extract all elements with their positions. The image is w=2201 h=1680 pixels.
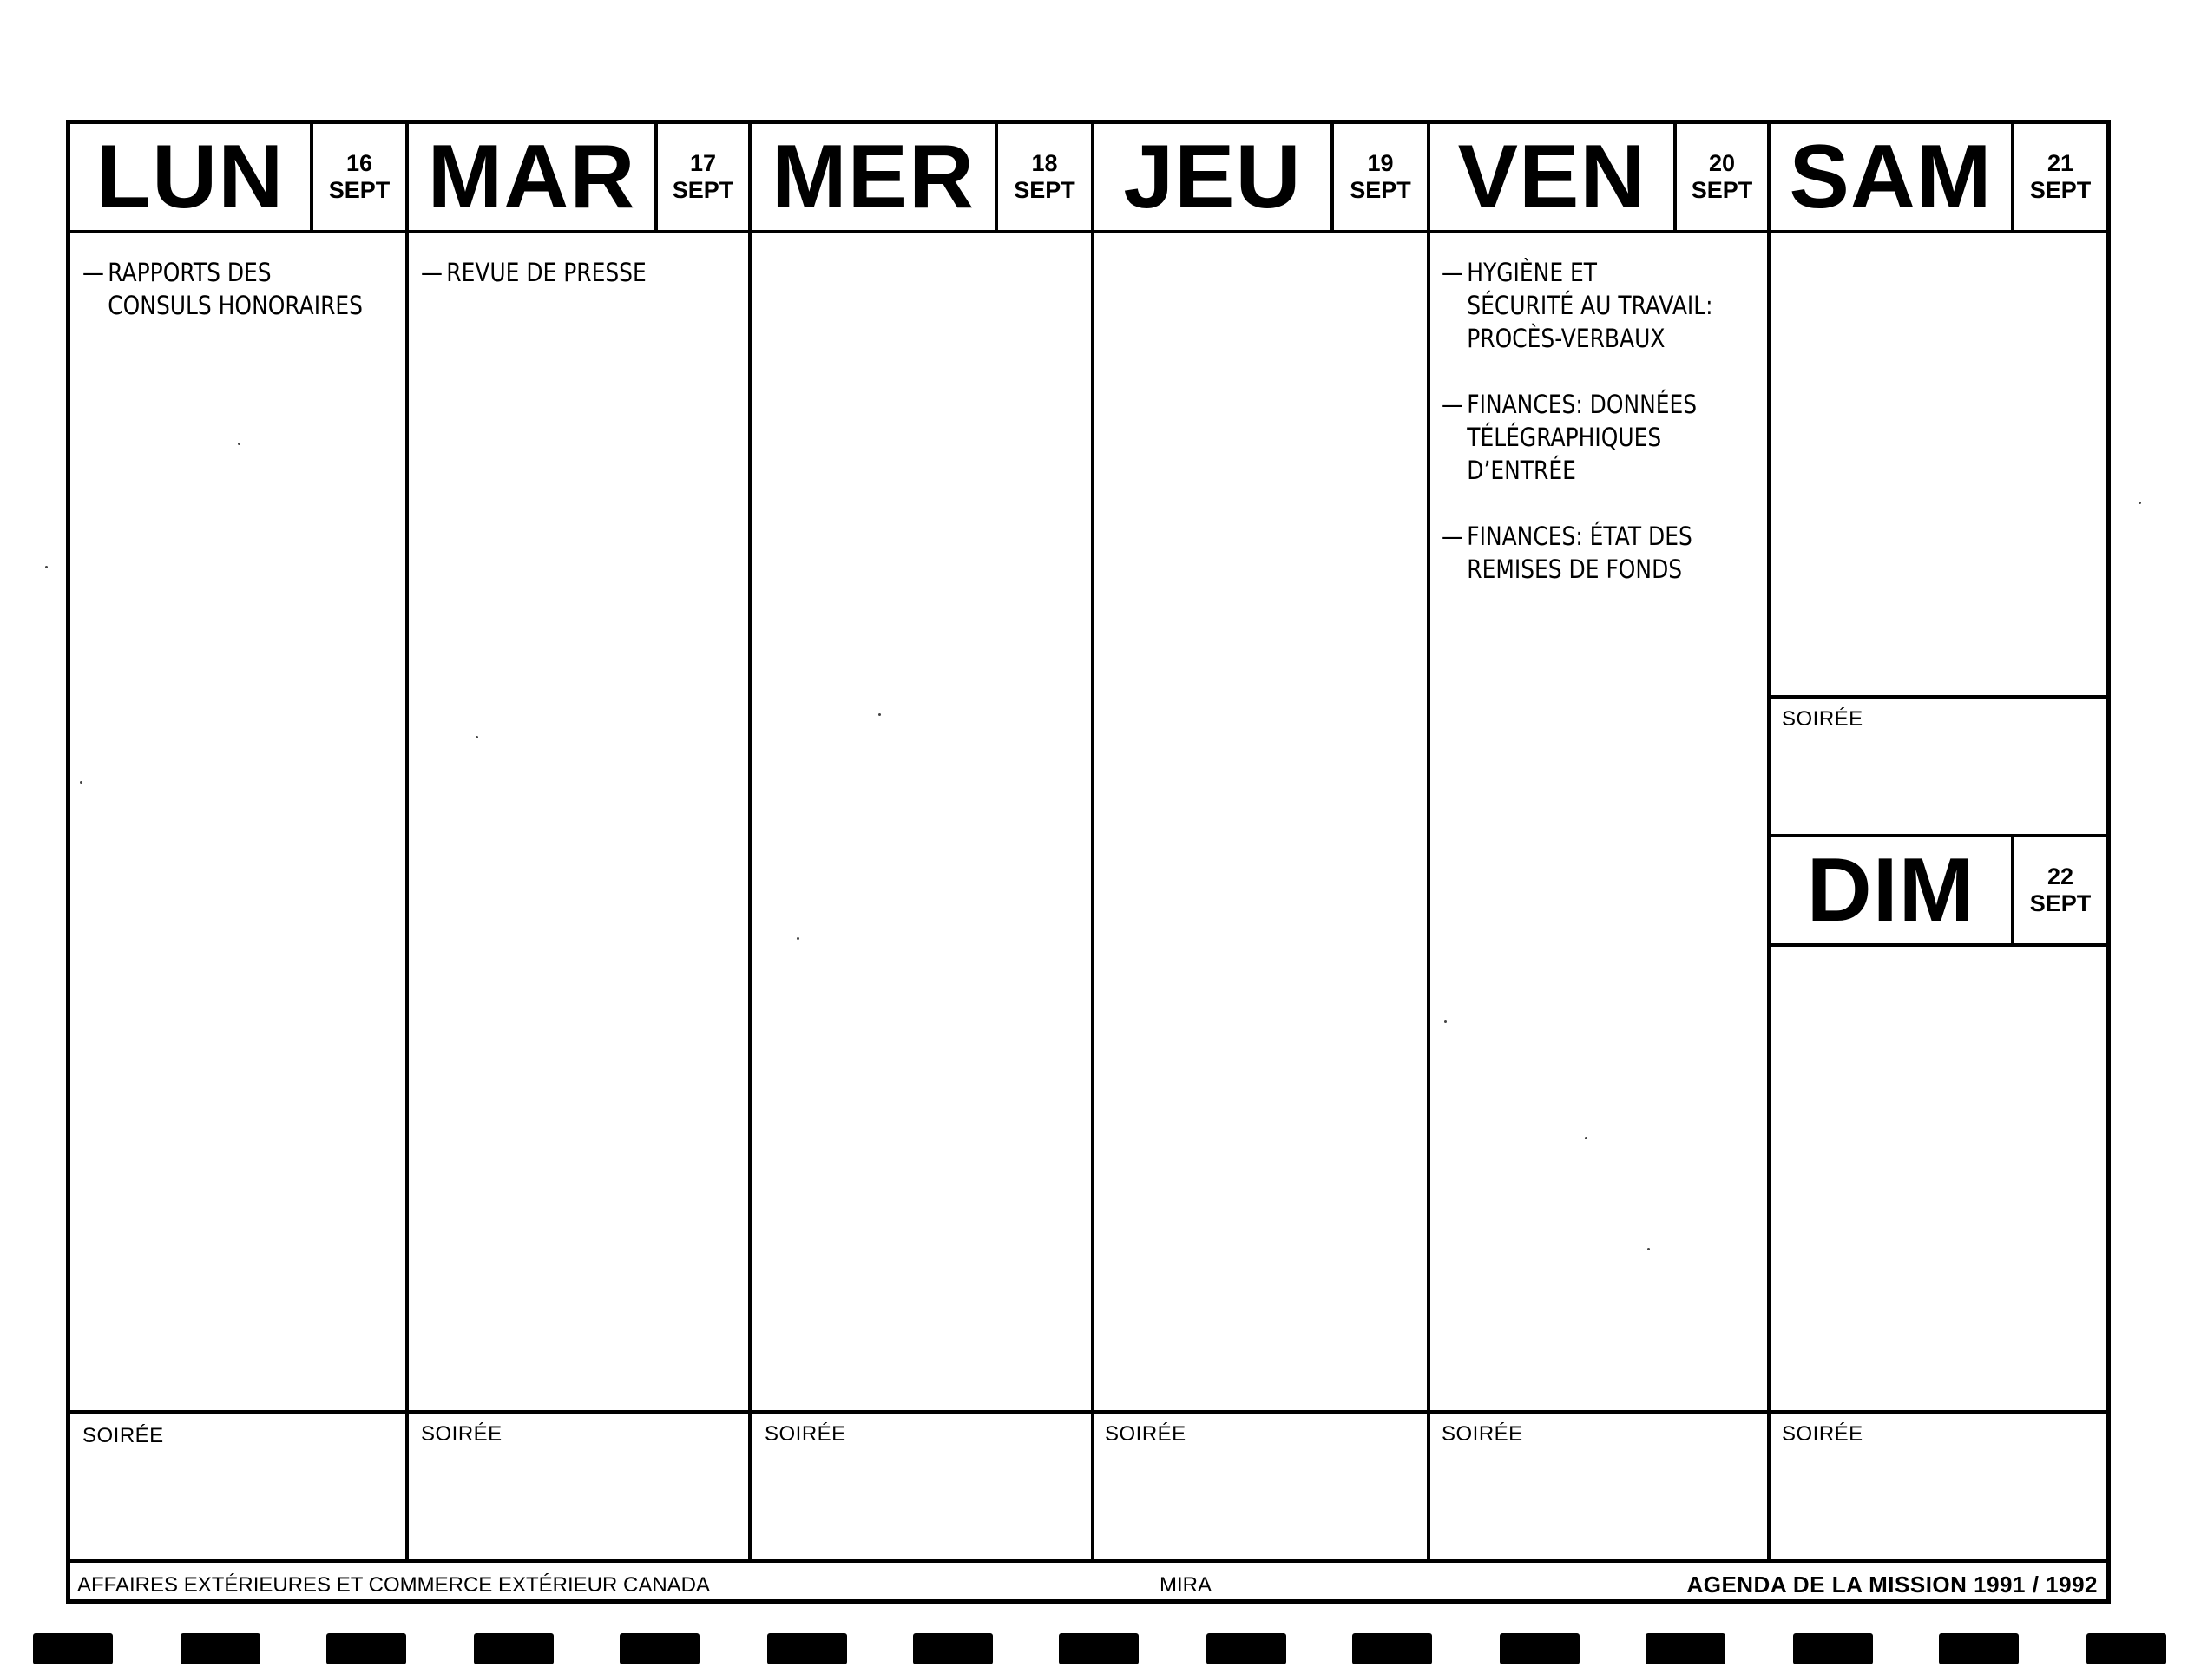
binder-hole: [913, 1633, 993, 1664]
divider-mar-mer: [748, 124, 752, 1559]
scan-speck: [1647, 1248, 1650, 1250]
dim-soiree-divider: [1770, 1410, 2106, 1414]
soiree-label-jeu: SOIRÉE: [1105, 1422, 1186, 1446]
day-header-lun: [70, 124, 405, 233]
binder-hole: [1206, 1633, 1286, 1664]
entry-line: TÉLÉGRAPHIQUES: [1467, 423, 1662, 452]
day-header-ven: [1430, 124, 1767, 233]
date-day-number: 22: [2047, 863, 2074, 889]
binder-hole: [1352, 1633, 1432, 1664]
date-day-number: 19: [1367, 149, 1394, 176]
entry-dash: —: [421, 258, 443, 287]
scan-speck: [878, 713, 881, 716]
binder-hole: [33, 1633, 113, 1664]
agenda-page-frame: [66, 120, 2111, 1604]
date-month: SEPT: [328, 177, 391, 203]
day-header-mer: [752, 124, 1091, 233]
entry-line: PROCÈS-VERBAUX: [1467, 324, 1666, 353]
entry-line: D’ENTRÉE: [1467, 456, 1576, 485]
date-box: [310, 124, 405, 230]
date-day-number: 20: [1708, 149, 1736, 176]
divider-lun-mar: [405, 124, 409, 1559]
day-name: VEN: [1457, 127, 1646, 227]
entry-line: REMISES DE FONDS: [1467, 555, 1683, 584]
date-box: [2011, 837, 2106, 943]
footer-divider: [70, 1559, 2106, 1563]
day-name: MER: [771, 127, 976, 227]
date-box: [654, 124, 748, 230]
date-box: [995, 124, 1091, 230]
date-month: SEPT: [2029, 177, 2092, 203]
binder-hole: [474, 1633, 554, 1664]
scan-speck: [1585, 1137, 1587, 1139]
ven-entry-1: [1442, 256, 1713, 355]
date-box: [1330, 124, 1427, 230]
entry-line: FINANCES: ÉTAT DES: [1467, 522, 1692, 551]
date-day-number: 16: [345, 149, 373, 176]
scan-speck: [45, 566, 48, 568]
day-header-mar: [409, 124, 748, 233]
soiree-label-mar: SOIRÉE: [421, 1422, 503, 1446]
date-month: SEPT: [672, 177, 734, 203]
binder-hole: [326, 1633, 406, 1664]
date-day-number: 17: [689, 149, 717, 176]
entry-line: CONSULS HONORAIRES: [108, 291, 364, 320]
ven-entries: [1442, 256, 1713, 586]
binder-hole: [1939, 1633, 2019, 1664]
date-box: [2011, 124, 2106, 230]
footer-system-name: MIRA: [1160, 1573, 1212, 1597]
entry-line: HYGIÈNE ET: [1467, 258, 1598, 287]
entry-dash: —: [1442, 390, 1463, 419]
scan-speck: [476, 736, 478, 738]
binder-hole: [1500, 1633, 1580, 1664]
binder-hole: [1793, 1633, 1873, 1664]
soiree-label-mer: SOIRÉE: [765, 1422, 846, 1446]
binder-hole: [1059, 1633, 1139, 1664]
ven-entry-2: [1442, 388, 1713, 487]
binder-hole: [620, 1633, 700, 1664]
soiree-label-sam: SOIRÉE: [1782, 707, 1863, 731]
soiree-label-dim: SOIRÉE: [1782, 1422, 1863, 1446]
date-day-number: 21: [2047, 149, 2074, 176]
day-header-dim: [1771, 837, 2106, 947]
day-header-sam: [1771, 124, 2106, 233]
ven-entry-3: [1442, 520, 1713, 586]
day-name: JEU: [1123, 127, 1302, 227]
date-month: SEPT: [1350, 177, 1411, 203]
binder-hole: [767, 1633, 847, 1664]
soiree-row-divider: [70, 1410, 1770, 1414]
entry-line: FINANCES: DONNÉES: [1467, 390, 1698, 419]
binder-hole: [1646, 1633, 1725, 1664]
footer-organization: AFFAIRES EXTÉRIEURES ET COMMERCE EXTÉRIEUR CANADA: [77, 1573, 711, 1597]
entry-line: REVUE DE PRESSE: [446, 258, 647, 287]
divider-jeu-ven: [1427, 124, 1430, 1559]
day-header-jeu: [1094, 124, 1427, 233]
sam-soiree-divider: [1770, 695, 2106, 699]
entry-dash: —: [1442, 522, 1463, 551]
scan-speck: [2139, 502, 2141, 504]
entry-dash: —: [1442, 258, 1463, 287]
date-day-number: 18: [1031, 149, 1058, 176]
scan-speck: [797, 937, 799, 940]
day-name: DIM: [1806, 840, 1975, 941]
binder-hole: [2086, 1633, 2166, 1664]
date-month: SEPT: [1014, 177, 1075, 203]
lun-entry-1: [82, 256, 363, 322]
date-month: SEPT: [2029, 890, 2092, 916]
scan-speck: [1444, 1020, 1447, 1023]
entry-line: SÉCURITÉ AU TRAVAIL:: [1467, 291, 1713, 320]
mar-entry-1: [421, 256, 647, 289]
scan-speck: [80, 781, 82, 784]
date-box: [1673, 124, 1767, 230]
footer-agenda-title: AGENDA DE LA MISSION 1991 / 1992: [1686, 1572, 2098, 1598]
soiree-label-lun: SOIRÉE: [82, 1424, 164, 1447]
date-month: SEPT: [1691, 177, 1753, 203]
binder-hole: [181, 1633, 260, 1664]
scan-speck: [238, 443, 240, 445]
entry-line: RAPPORTS DES: [108, 258, 272, 287]
entry-dash: —: [82, 258, 104, 287]
day-name: MAR: [427, 127, 636, 227]
soiree-label-ven: SOIRÉE: [1442, 1422, 1523, 1446]
day-name: SAM: [1789, 127, 1993, 227]
day-name: LUN: [95, 127, 285, 227]
divider-mer-jeu: [1091, 124, 1094, 1559]
